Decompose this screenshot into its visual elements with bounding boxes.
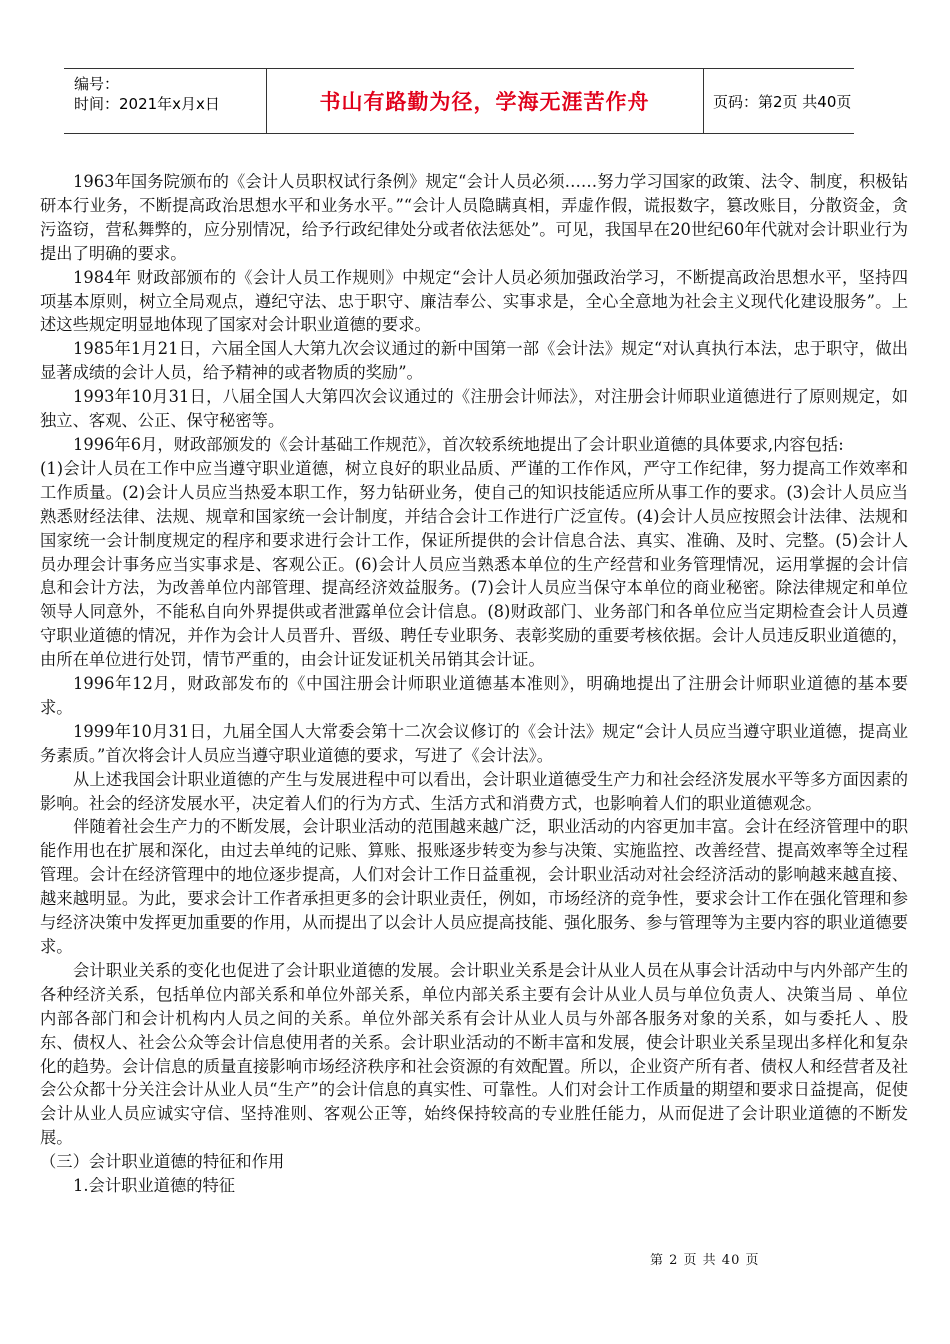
- subsection-heading: 1.会计职业道德的特征: [73, 1176, 236, 1196]
- paragraph-productivity: 伴随着社会生产力的不断发展，会计职业活动的范围越来越广泛，职业活动的内容更加丰富。会计在经济管理中的职能作用也在扩展和深化，由过去单纯的记账、算账、报账逐步转变为参与决策、实施监控、改善经营、提高效率等全过程管理。会计在经济管理中的地位逐步提高，人们对会计工作日益重视，会计职业活动对社会经济活动的影响越来越直接、越来越明显。为此，要求会计工作者承担更多的会计职业责任，例如，市场经济的竞争性，要求会计工作在强化管理和参与经济决策中发挥更加重要的作用，从而提出了以会计人员应提高技能、强化服务、参与管理等为主要内容的职业道德要求。: [40, 817, 908, 956]
- paragraph-requirements-list: (1)会计人员在工作中应当遵守职业道德，树立良好的职业品质、严谨的工作作风，严守工作纪律，努力提高工作效率和工作质量。(2)会计人员应当热爱本职工作，努力钻研业务，使自己的知识技能适应所从事工作的要求。(3)会计人员应当熟悉财经法律、法规、规章和国家统一会计制度，并结合会计工作进行广泛宣传。(4)会计人员应按照会计法律、法规和国家统一会计制度规定的程序和要求进行会计工作，保证所提供的会计信息合法、真实、准确、及时、完整。(5)会计人员办理会计事务应当实事求是、客观公正。(6)会计人员应当熟悉本单位的生产经营和业务管理情况，运用掌握的会计信息和会计方法，为改善单位内部管理、提高经济效益服务。(7)会计人员应当保守本单位的商业秘密。除法律规定和单位领导人同意外，不能私自向外界提供或者泄露单位会计信息。(8)财政部门、业务部门和各单位应当定期检查会计人员遵守职业道德的情况，并作为会计人员晋升、晋级、聘任专业职务、表彰奖励的重要考核依据。会计人员违反职业道德的，由所在单位进行处罚，情节严重的，由会计证发证机关吊销其会计证。: [40, 458, 908, 670]
- document-number-label: 编号：: [74, 75, 120, 93]
- paragraph-professional-relations: 会计职业关系的变化也促进了会计职业道德的发展。会计职业关系是会计从业人员在从事会计活动中与内外部产生的各种经济关系，包括单位内部关系和单位外部关系，单位内部关系主要有会计从业人员与单位负责人、决策当局 、单位内部各部门和会计机构内人员之间的关系。单位外部关系有会计从业人员与外部各服务对象的关系，如与委托人 、股东、债权人、社会公众等会计信息使用者的关系。会计职业活动的不断丰富和发展，使会计职业关系呈现出多样化和复杂化的趋势。会计信息的质量直接影响市场经济秩序和社会资源的有效配置。所以，企业资产所有者、债权人和经营者及社会公众都十分关注会计从业人员“生产”的会计信息的真实性、可靠性。人们对会计工作质量的期望和要求日益提高，促使会计从业人员应诚实守信、坚持准则、客观公正等，始终保持较高的专业胜任能力，从而促进了会计职业道德的不断发展。: [40, 960, 908, 1148]
- header-motto: 书山有路勤为径，学海无涯苦作舟: [319, 90, 650, 114]
- paragraph-1963: 1963年国务院颁布的《会计人员职权试行条例》规定“会计人员必须……努力学习国家的政策、法令、制度，积极钻研本行业务，不断提高政治思想水平和业务水平。”“会计人员隐瞒真相，弄虚作假，谎报数字，篡改账目，分散资金，贪污盗窃，营私舞弊的，应分别情况，给予行政纪律处分或者依法惩处”。可见，我国早在20世纪60年代就对会计职业行为提出了明确的要求。: [40, 172, 908, 263]
- paragraph-1999: 1999年10月31日，九届全国人大常委会第十二次会议修订的《会计法》规定“会计人员应当遵守职业道德，提高业务素质。”首次将会计人员应当遵守职业道德的要求，写进了《会计法》。: [40, 721, 908, 765]
- section-heading: （三）会计职业道德的特征和作用: [40, 1152, 285, 1172]
- paragraph-1984: 1984年 财政部颁布的《会计人员工作规则》中规定“会计人员必须加强政治学习，不断提高政治思想水平，坚持四项基本原则，树立全局观点，遵纪守法、忠于职守、廉洁奉公、实事求是，全心全意地为社会主义现代化建设服务”。上述这些规定明显地体现了国家对会计职业道德的要求。: [40, 267, 908, 335]
- document-body: [40, 170, 908, 1198]
- document-time-label: 时间：2021年x月x日: [74, 95, 220, 113]
- page-header: [64, 68, 854, 134]
- page-footer: 第 2 页 共 40 页: [650, 1253, 760, 1268]
- header-page-cell: [703, 69, 854, 133]
- paragraph-1996-june: 1996年6月，财政部颁发的《会计基础工作规范》，首次较系统地提出了会计职业道德的具体要求,内容包括:: [73, 434, 844, 454]
- paragraph-1996-december: 1996年12月，财政部发布的《中国注册会计师职业道德基本准则》，明确地提出了注册会计师职业道德的基本要求。: [40, 674, 908, 717]
- paragraph-development-factors: 从上述我国会计职业道德的产生与发展进程中可以看出，会计职业道德受生产力和社会经济发展水平等多方面因素的影响。社会的经济发展水平，决定着人们的行为方式、生活方式和消费方式，也影响着人们的职业道德观念。: [40, 769, 908, 813]
- paragraph-1993: 1993年10月31日，八届全国人大第四次会议通过的《注册会计师法》，对注册会计师职业道德进行了原则规定，如独立、客观、公正、保守秘密等。: [40, 387, 908, 431]
- header-meta-cell: [64, 69, 267, 133]
- paragraph-1985: 1985年1月21日，六届全国人大第九次会议通过的新中国第一部《会计法》规定“对认真执行本法，忠于职守，做出显著成绩的会计人员，给予精神的或者物质的奖励”。: [40, 339, 908, 383]
- header-page-reference: 页码：第2页 共40页: [713, 92, 852, 111]
- header-motto-cell: [266, 69, 704, 133]
